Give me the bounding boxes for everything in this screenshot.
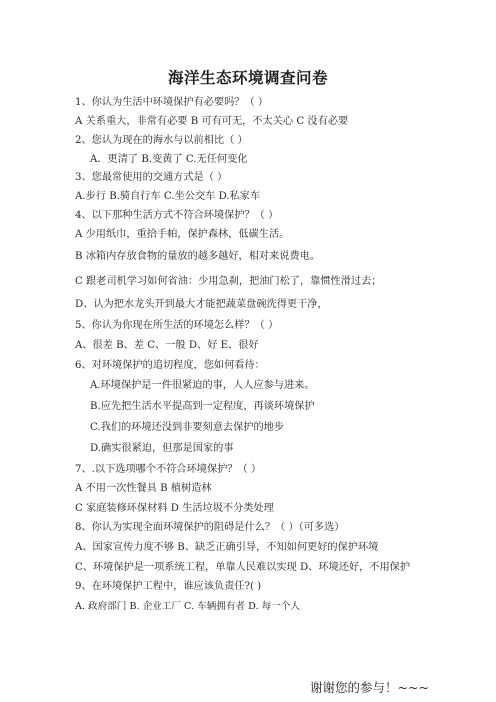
question-6-option-b: B.应先把生活水平提高到一定程度，再谈环境保护 xyxy=(90,401,315,412)
question-6-option-c: C.我们的环境还没到非要刻意去保护的地步 xyxy=(90,422,285,433)
question-8-options-row-2: C、环境保护是一项系统工程，单靠人民难以实现 D、环境还好，不用保护 xyxy=(75,562,411,573)
question-6: 6、对环境保护的追切程度，您如何看待： xyxy=(75,360,265,371)
thanks-note: 谢谢您的参与！~~~ xyxy=(310,680,429,695)
question-9: 9、在环境保护工程中，谁应该负责任?( ) xyxy=(75,581,262,592)
question-7-options-row-2: C 家庭装修环保材料 D 生活垃圾不分类处理 xyxy=(75,503,274,514)
question-6-option-d: D.确实很紧迫，但那是国家的事 xyxy=(90,443,234,454)
question-3-options: A.步行 B.骑自行车 C.坐公交车 D.私家车 xyxy=(75,191,261,202)
question-8-options-row-1: A、国家宣传力度不够 B、缺乏正确引导，不知如何更好的保护环境 xyxy=(75,542,379,553)
question-2: 2、您认为现在的海水与以前相比（ ） xyxy=(75,135,248,146)
question-9-options: A. 政府部门 B. 企业工厂 C. 车辆拥有者 D. 每一个人 xyxy=(75,601,300,612)
question-3: 3、您最常使用的交通方式是（ ） xyxy=(75,172,228,183)
question-5: 5、你认为你现在所生活的环境怎么样？（ ） xyxy=(75,320,279,331)
question-6-option-a: A.环境保护是一件很紧迫的事，人人应参与进来。 xyxy=(90,380,315,391)
document-title: 海洋生态环境调查问卷 xyxy=(167,69,328,87)
question-1: 1、你认为生活中环境保护有必要吗？（ ） xyxy=(75,97,269,108)
question-1-options: A 关系重大，非常有必要 B 可有可无，不太关心 C 没有必要 xyxy=(75,116,349,127)
question-4-option-a: A 少用纸巾，重拾手帕，保护森林，低碳生活。 xyxy=(75,229,290,240)
question-4-option-b: B 冰箱内存放食物的量放的越多越好，相对来说费电。 xyxy=(75,251,321,262)
question-4-option-d: D、认为把水龙头开到最大才能把蔬菜盘碗洗得更干净， xyxy=(75,299,328,310)
question-2-options: A．更清了 B.变黄了 C.无任何变化 xyxy=(90,154,248,165)
question-7-options-row-1: A 不用一次性餐具 B 植树造林 xyxy=(75,483,212,494)
question-7: 7、.以下选项哪个不符合环境保护？（ ） xyxy=(75,464,262,475)
question-4: 4、以下那种生活方式不符合环境保护？（ ） xyxy=(75,210,279,221)
question-5-options: A、很差 B、差 C、一般 D、好 E、很好 xyxy=(75,340,259,351)
question-8: 8、你认为实现全面环境保护的阻碍是什么？（ ）（可多选） xyxy=(75,522,345,533)
question-4-option-c: C 跟老司机学习如何省油：少用急刹，把油门松了，靠惯性滑过去； xyxy=(75,276,382,287)
